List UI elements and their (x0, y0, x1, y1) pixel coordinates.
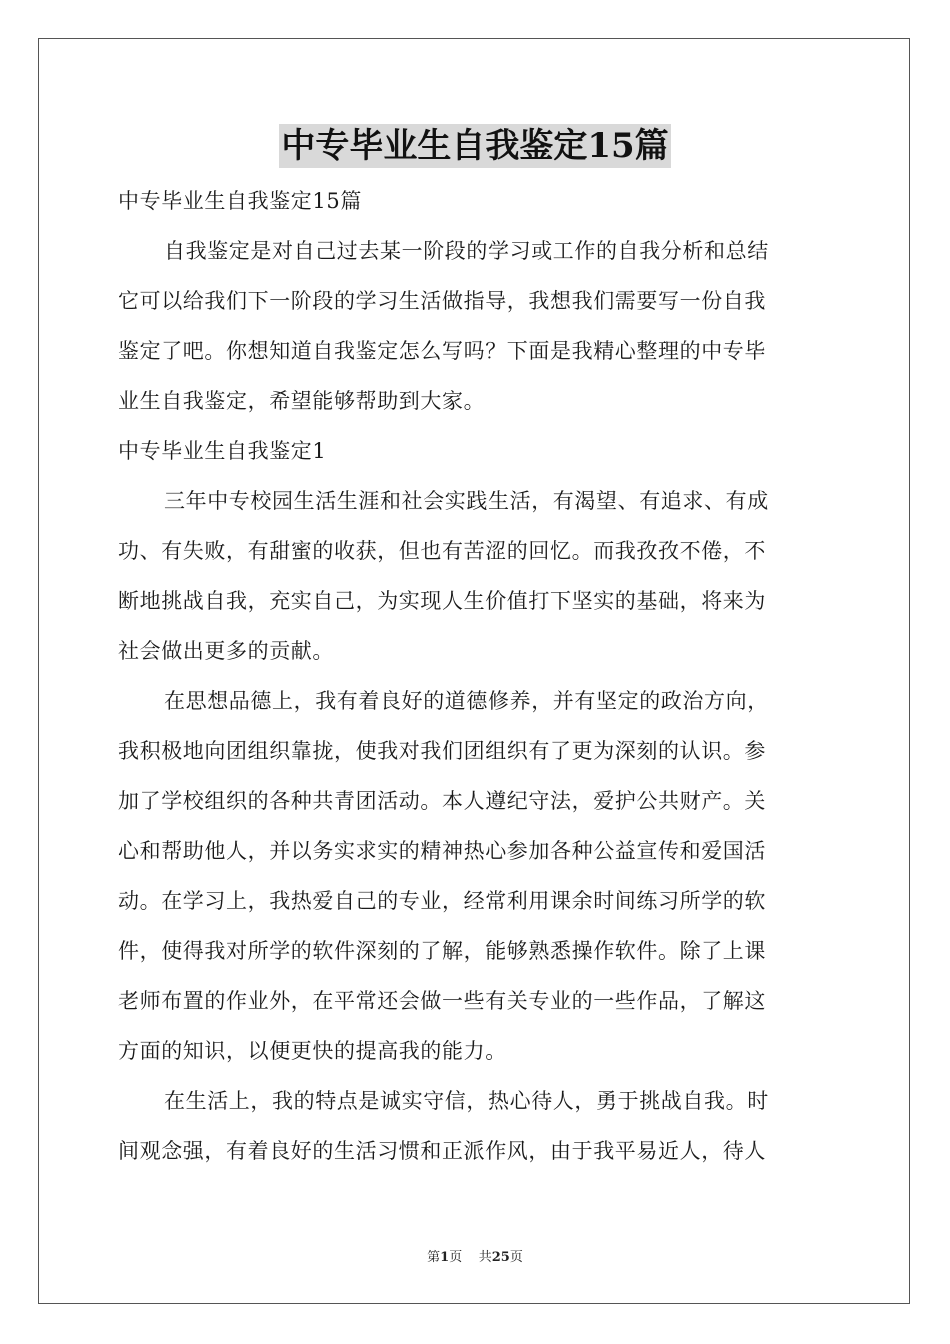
body-line: 鉴定了吧。你想知道自我鉴定怎么写吗？下面是我精心整理的中专毕 (118, 339, 766, 363)
body-line: 业生自我鉴定，希望能够帮助到大家。 (118, 389, 486, 413)
body-line: 社会做出更多的贡献。 (118, 639, 334, 663)
body-line: 断地挑战自我，充实自己，为实现人生价值打下坚实的基础，将来为 (118, 589, 766, 613)
document-title: 中专毕业生自我鉴定15篇 (281, 126, 669, 166)
page-prefix: 第 (427, 1250, 441, 1265)
body-line: 中专毕业生自我鉴定1 (118, 439, 327, 463)
body-line: 三年中专校园生活生涯和社会实践生活，有渴望、有追求、有成 (164, 489, 769, 513)
body-line: 在思想品德上，我有着良好的道德修养，并有坚定的政治方向， (164, 689, 769, 713)
body-line: 在生活上，我的特点是诚实守信，热心待人，勇于挑战自我。时 (164, 1089, 769, 1113)
body-line: 件，使得我对所学的软件深刻的了解，能够熟悉操作软件。除了上课 (118, 939, 766, 963)
page-current: 1 (440, 1250, 450, 1265)
document-title-wrap (0, 124, 950, 168)
body-line: 加了学校组织的各种共青团活动。本人遵纪守法，爱护公共财产。关 (118, 789, 766, 813)
page-footer (0, 1249, 950, 1267)
body-line: 它可以给我们下一阶段的学习生活做指导，我想我们需要写一份自我 (118, 289, 766, 313)
total-suffix: 页 (509, 1250, 523, 1265)
page-total: 25 (491, 1250, 510, 1265)
body-line: 间观念强，有着良好的生活习惯和正派作风，由于我平易近人，待人 (118, 1139, 766, 1163)
document-body (118, 176, 832, 1176)
body-line: 老师布置的作业外，在平常还会做一些有关专业的一些作品，了解这 (118, 989, 766, 1013)
body-line: 心和帮助他人，并以务实求实的精神热心参加各种公益宣传和爱国活 (118, 839, 766, 863)
total-prefix: 共 (478, 1250, 492, 1265)
body-line: 中专毕业生自我鉴定15篇 (118, 189, 362, 213)
body-line: 功、有失败，有甜蜜的收获，但也有苦涩的回忆。而我孜孜不倦，不 (118, 539, 766, 563)
body-line: 自我鉴定是对自己过去某一阶段的学习或工作的自我分析和总结 (164, 239, 769, 263)
body-line: 方面的知识，以便更快的提高我的能力。 (118, 1039, 507, 1063)
page-suffix: 页 (449, 1250, 463, 1265)
body-line: 我积极地向团组织靠拢，使我对我们团组织有了更为深刻的认识。参 (118, 739, 766, 763)
body-line: 动。在学习上，我热爱自己的专业，经常利用课余时间练习所学的软 (118, 889, 766, 913)
